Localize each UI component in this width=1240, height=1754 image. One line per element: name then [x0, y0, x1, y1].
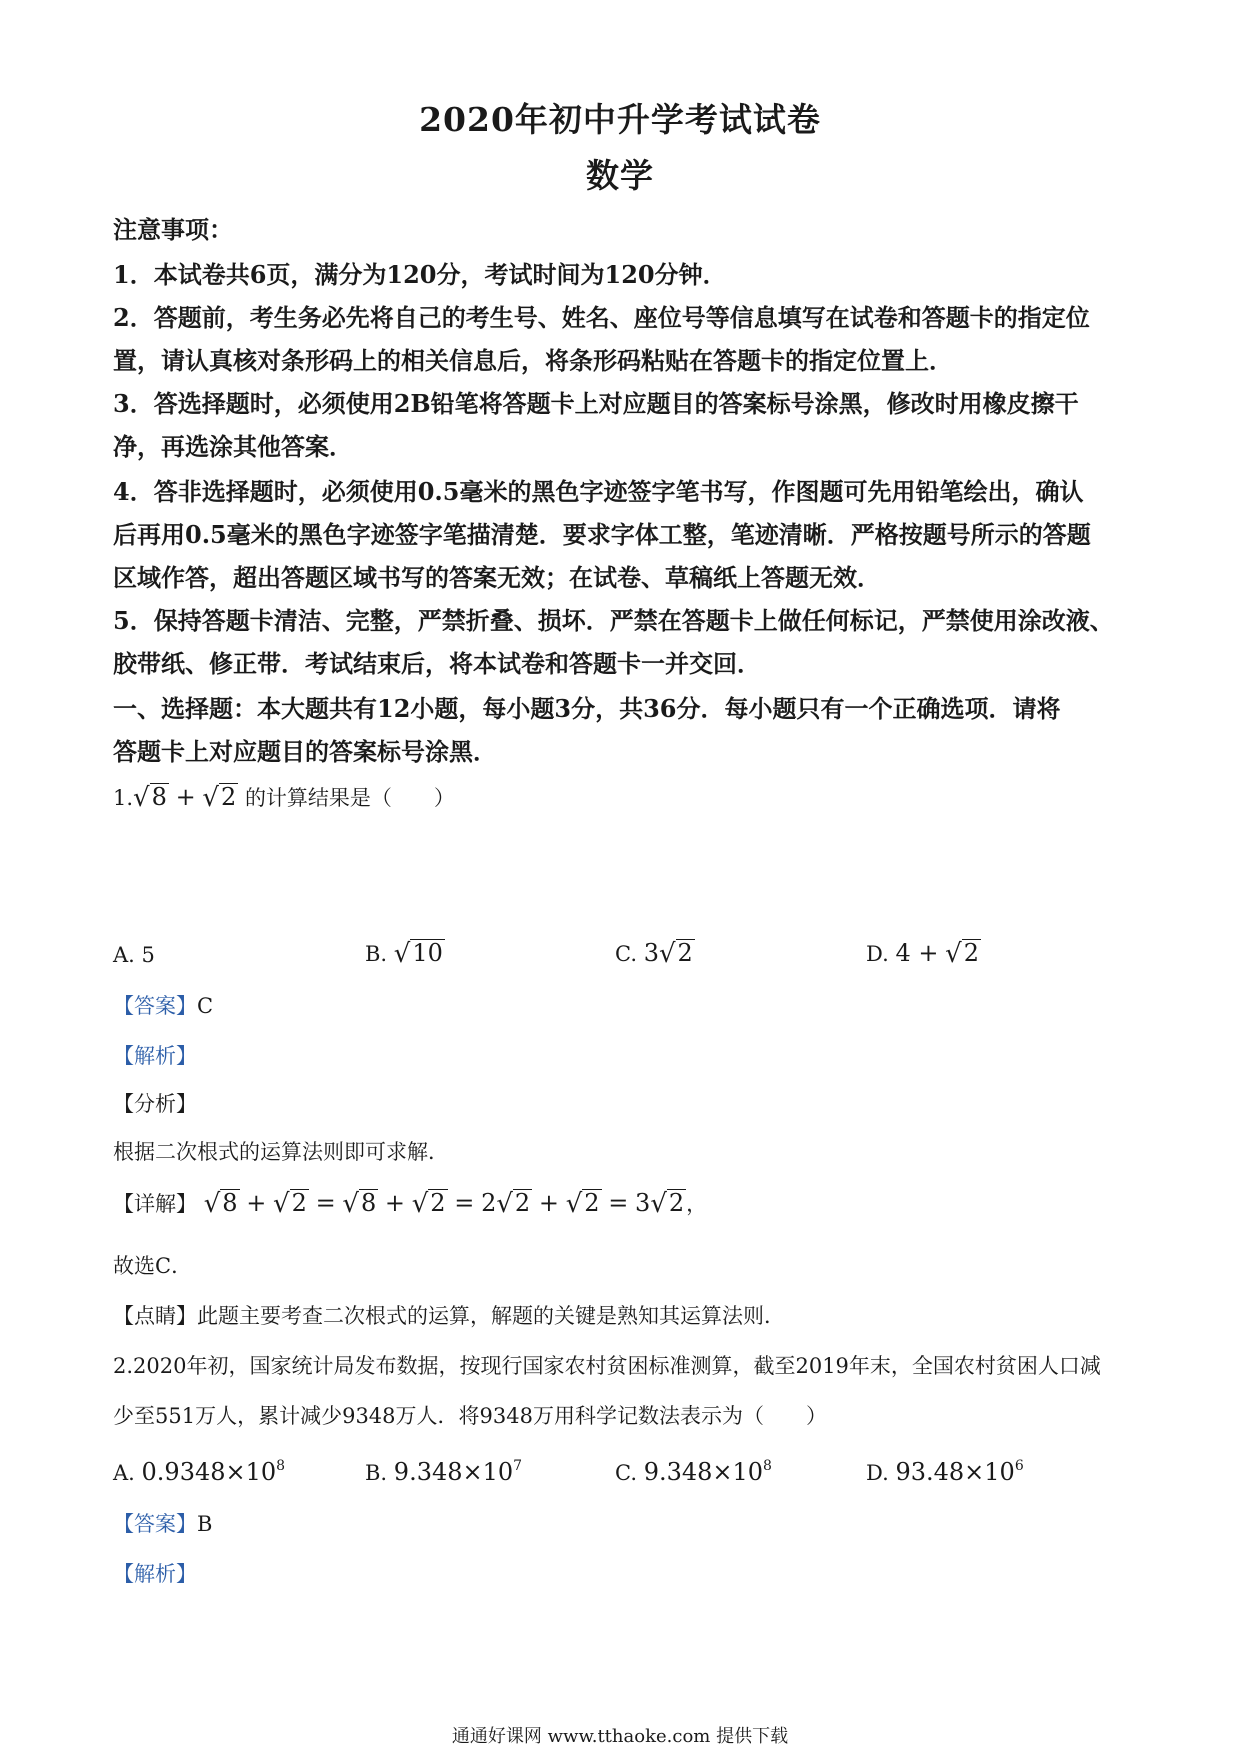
notice-line: 2．答题前，考生务必先将自己的考生号、姓名、座位号等信息填写在试卷和答题卡的指定位	[113, 303, 1090, 332]
question-2-stem: 少至551万人，累计减少9348万人．将9348万用科学记数法表示为（ ）	[113, 1404, 827, 1428]
answer-tag: 【答案】	[113, 1512, 197, 1536]
notice-line: 4．答非选择题时，必须使用0.5毫米的黑色字迹签字笔书写，作图题可先用铅笔绘出，确认	[113, 477, 1084, 506]
answer-line	[113, 1508, 1133, 1538]
question-stem-text: 的计算结果是（ ）	[244, 786, 455, 810]
option-b: B. $9.348\times 10^7$	[365, 1458, 523, 1486]
fenxi-text: 根据二次根式的运算法则即可求解．	[113, 1140, 449, 1164]
analysis-tag: 【解析】	[113, 1044, 197, 1068]
notice-line: 胶带纸、修正带．考试结束后，将本试卷和答题卡一并交回．	[113, 649, 761, 678]
fenxi-tag: 【分析】	[113, 1092, 197, 1116]
option-b: B. √10	[365, 939, 443, 969]
option-c: C. $9.348\times 10^8$	[615, 1458, 772, 1486]
footer-text: 通通好课网 www.tthaoke.com 提供下载	[451, 1726, 789, 1747]
exam-title: 2020年初中升学考试试卷	[419, 100, 821, 139]
answer-line	[113, 990, 1133, 1020]
notice-line: 后再用0.5毫米的黑色字迹签字笔描清楚．要求字体工整，笔迹清晰．严格按题号所示的答题	[113, 520, 1091, 549]
answer-value: B	[197, 1512, 213, 1536]
notice-line: 1．本试卷共6页，满分为120分，考试时间为120分钟．	[113, 260, 727, 289]
answer-value: C	[197, 994, 214, 1018]
detail-line: 【详解】 √8 + √2 = √8 + √2 = 2√2 + √2 = 3√2，	[113, 1189, 708, 1219]
notice-line: 净，再选涂其他答案．	[113, 432, 353, 461]
sqrt-expression: √2	[202, 783, 237, 813]
sqrt-expression: √8	[133, 783, 167, 813]
option-c: C. 3√2	[615, 939, 693, 969]
notice-line: 5．保持答题卡清洁、完整，严禁折叠、损坏．严禁在答题卡上做任何标记，严禁使用涂改液、	[113, 606, 1114, 635]
notice-line: 3．答选择题时，必须使用2B铅笔将答题卡上对应题目的答案标号涂黑，修改时用橡皮擦干	[113, 389, 1079, 418]
notice-line: 置，请认真核对条形码上的相关信息后，将条形码粘贴在答题卡的指定位置上．	[113, 346, 953, 375]
exam-subject: 数学	[586, 156, 654, 195]
answer-tag: 【答案】	[113, 994, 197, 1018]
operator: +	[175, 783, 196, 811]
conclusion-text: 故选C．	[113, 1254, 193, 1278]
analysis-tag: 【解析】	[113, 1562, 197, 1586]
section-heading: 一、选择题：本大题共有12小题，每小题3分，共36分．每小题只有一个正确选项．请将	[113, 694, 1061, 723]
comment-line	[113, 1300, 1133, 1330]
question-2-stem: 2.2020年初，国家统计局发布数据，按现行国家农村贫困标准测算，截至2019年末，全国农村贫困人口减	[113, 1354, 1101, 1378]
option-a: A. 5	[113, 943, 155, 967]
section-heading: 答题卡上对应题目的答案标号涂黑．	[113, 737, 497, 766]
comment-text: 此题主要考查二次根式的运算，解题的关键是熟知其运算法则．	[197, 1304, 785, 1328]
option-d: D. 4 + √2	[866, 939, 980, 969]
notice-heading: 注意事项：	[113, 215, 233, 244]
detail-tag: 【详解】	[113, 1192, 197, 1216]
option-a: A. $0.9348\times 10^8$	[113, 1458, 286, 1486]
comment-tag: 【点睛】	[113, 1304, 197, 1328]
option-d: D. $93.48\times 10^6$	[866, 1458, 1024, 1486]
question-number: 1.	[113, 786, 134, 810]
notice-line: 区域作答，超出答题区域书写的答案无效；在试卷、草稿纸上答题无效．	[113, 563, 881, 592]
question-1-stem	[113, 782, 1133, 812]
